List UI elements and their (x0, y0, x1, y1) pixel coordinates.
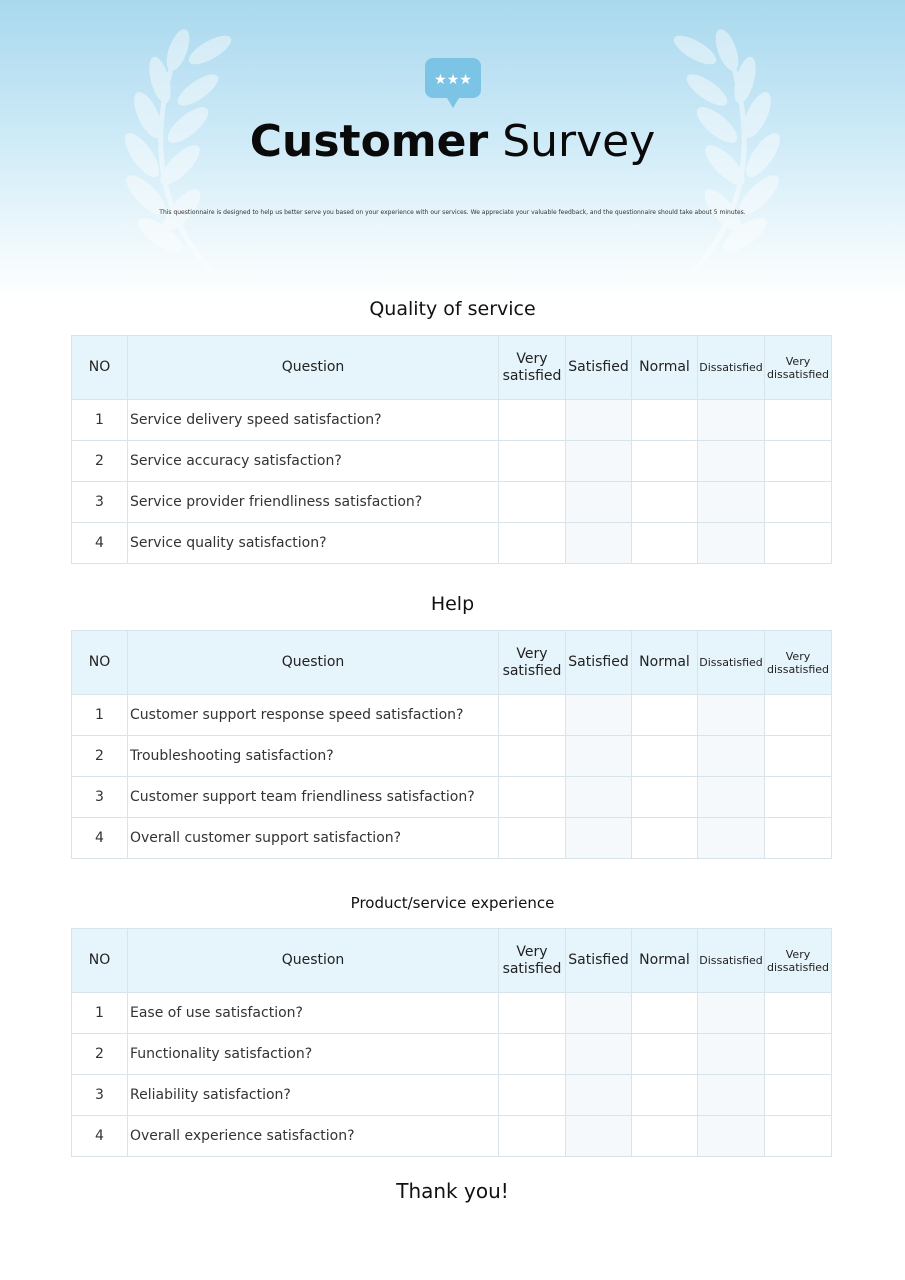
intro-text: This questionnaire is designed to help us better serve you based on your experience with our services. We appreciate your valuable feedback, and the questionnaire should take about 5 minutes. (159, 209, 746, 216)
answer-very-satisfied[interactable] (499, 1034, 566, 1075)
answer-very-dissatisfied[interactable] (765, 695, 832, 736)
rating-badge-icon (425, 58, 481, 110)
col-normal: Normal (632, 631, 698, 695)
row-question: Functionality satisfaction? (128, 1034, 499, 1075)
answer-very-dissatisfied[interactable] (765, 1034, 832, 1075)
answer-normal[interactable] (632, 736, 698, 777)
col-very-dissatisfied: Very dissatisfied (765, 631, 832, 695)
section-title-quality: Quality of service (369, 298, 536, 320)
col-normal: Normal (632, 336, 698, 400)
quality-table (71, 335, 832, 564)
answer-satisfied[interactable] (566, 993, 632, 1034)
answer-satisfied[interactable] (566, 736, 632, 777)
col-dissatisfied: Dissatisfied (698, 631, 765, 695)
answer-dissatisfied[interactable] (698, 400, 765, 441)
col-satisfied: Satisfied (566, 929, 632, 993)
badge-stars: ★★★ (434, 72, 472, 88)
answer-very-satisfied[interactable] (499, 777, 566, 818)
row-question: Overall experience satisfaction? (128, 1116, 499, 1157)
answer-dissatisfied[interactable] (698, 777, 765, 818)
answer-normal[interactable] (632, 993, 698, 1034)
answer-dissatisfied[interactable] (698, 482, 765, 523)
answer-very-dissatisfied[interactable] (765, 736, 832, 777)
col-very-satisfied: Very satisfied (499, 631, 566, 695)
section-title-experience: Product/service experience (350, 894, 555, 912)
row-question: Service accuracy satisfaction? (128, 441, 499, 482)
answer-normal[interactable] (632, 400, 698, 441)
answer-normal[interactable] (632, 777, 698, 818)
table-row (72, 441, 832, 482)
answer-very-satisfied[interactable] (499, 695, 566, 736)
answer-very-satisfied[interactable] (499, 400, 566, 441)
page-title (0, 112, 905, 172)
answer-dissatisfied[interactable] (698, 695, 765, 736)
row-question: Overall customer support satisfaction? (128, 818, 499, 859)
row-number: 1 (72, 400, 128, 441)
col-very-dissatisfied: Very dissatisfied (765, 336, 832, 400)
col-dissatisfied: Dissatisfied (698, 336, 765, 400)
answer-normal[interactable] (632, 1034, 698, 1075)
answer-very-dissatisfied[interactable] (765, 441, 832, 482)
row-question: Ease of use satisfaction? (128, 993, 499, 1034)
answer-satisfied[interactable] (566, 777, 632, 818)
answer-normal[interactable] (632, 818, 698, 859)
table-row (72, 993, 832, 1034)
table-row (72, 400, 832, 441)
row-question: Customer support team friendliness satisfaction? (128, 777, 499, 818)
answer-dissatisfied[interactable] (698, 523, 765, 564)
table-header-row (72, 929, 832, 993)
col-very-dissatisfied: Very dissatisfied (765, 929, 832, 993)
answer-satisfied[interactable] (566, 1116, 632, 1157)
col-satisfied: Satisfied (566, 336, 632, 400)
row-question: Customer support response speed satisfaction? (128, 695, 499, 736)
col-very-satisfied: Very satisfied (499, 336, 566, 400)
col-question: Question (128, 929, 499, 993)
answer-very-satisfied[interactable] (499, 993, 566, 1034)
answer-normal[interactable] (632, 482, 698, 523)
col-no: NO (72, 631, 128, 695)
answer-very-dissatisfied[interactable] (765, 400, 832, 441)
table-header-row (72, 631, 832, 695)
col-normal: Normal (632, 929, 698, 993)
answer-very-satisfied[interactable] (499, 523, 566, 564)
answer-normal[interactable] (632, 695, 698, 736)
row-number: 1 (72, 993, 128, 1034)
row-number: 3 (72, 1075, 128, 1116)
answer-normal[interactable] (632, 1075, 698, 1116)
answer-very-satisfied[interactable] (499, 441, 566, 482)
answer-dissatisfied[interactable] (698, 1116, 765, 1157)
table-row (72, 523, 832, 564)
answer-dissatisfied[interactable] (698, 993, 765, 1034)
col-very-satisfied: Very satisfied (499, 929, 566, 993)
table-row (72, 1116, 832, 1157)
answer-dissatisfied[interactable] (698, 736, 765, 777)
answer-normal[interactable] (632, 441, 698, 482)
row-number: 2 (72, 1034, 128, 1075)
answer-very-dissatisfied[interactable] (765, 818, 832, 859)
col-no: NO (72, 336, 128, 400)
answer-very-satisfied[interactable] (499, 736, 566, 777)
answer-satisfied[interactable] (566, 523, 632, 564)
col-question: Question (128, 336, 499, 400)
row-number: 4 (72, 523, 128, 564)
table-row (72, 818, 832, 859)
row-number: 1 (72, 695, 128, 736)
col-dissatisfied: Dissatisfied (698, 929, 765, 993)
row-number: 4 (72, 1116, 128, 1157)
section-title-help: Help (430, 593, 475, 615)
answer-very-dissatisfied[interactable] (765, 1116, 832, 1157)
table-row (72, 777, 832, 818)
page-title-bold: Customer (249, 116, 489, 167)
row-question: Reliability satisfaction? (128, 1075, 499, 1116)
answer-satisfied[interactable] (566, 400, 632, 441)
answer-very-satisfied[interactable] (499, 1075, 566, 1116)
row-number: 2 (72, 736, 128, 777)
answer-satisfied[interactable] (566, 818, 632, 859)
answer-very-dissatisfied[interactable] (765, 777, 832, 818)
answer-very-dissatisfied[interactable] (765, 482, 832, 523)
answer-dissatisfied[interactable] (698, 1075, 765, 1116)
answer-normal[interactable] (632, 1116, 698, 1157)
row-question: Service quality satisfaction? (128, 523, 499, 564)
answer-dissatisfied[interactable] (698, 1034, 765, 1075)
answer-satisfied[interactable] (566, 441, 632, 482)
row-question: Service provider friendliness satisfaction? (128, 482, 499, 523)
row-number: 3 (72, 777, 128, 818)
answer-very-satisfied[interactable] (499, 1116, 566, 1157)
table-row (72, 1034, 832, 1075)
answer-very-satisfied[interactable] (499, 818, 566, 859)
row-number: 3 (72, 482, 128, 523)
table-row (72, 482, 832, 523)
answer-satisfied[interactable] (566, 695, 632, 736)
experience-table (71, 928, 832, 1157)
answer-very-dissatisfied[interactable] (765, 1075, 832, 1116)
help-table (71, 630, 832, 859)
answer-normal[interactable] (632, 523, 698, 564)
table-header-row (72, 336, 832, 400)
col-question: Question (128, 631, 499, 695)
col-no: NO (72, 929, 128, 993)
answer-satisfied[interactable] (566, 482, 632, 523)
thank-you-text: Thank you! (396, 1179, 509, 1203)
answer-dissatisfied[interactable] (698, 441, 765, 482)
page-title-light: Survey (502, 116, 656, 167)
col-satisfied: Satisfied (566, 631, 632, 695)
table-row (72, 736, 832, 777)
answer-dissatisfied[interactable] (698, 818, 765, 859)
table-row (72, 695, 832, 736)
table-row (72, 1075, 832, 1116)
answer-very-dissatisfied[interactable] (765, 993, 832, 1034)
answer-very-satisfied[interactable] (499, 482, 566, 523)
row-question: Troubleshooting satisfaction? (128, 736, 499, 777)
answer-very-dissatisfied[interactable] (765, 523, 832, 564)
row-question: Service delivery speed satisfaction? (128, 400, 499, 441)
answer-satisfied[interactable] (566, 1034, 632, 1075)
row-number: 2 (72, 441, 128, 482)
answer-satisfied[interactable] (566, 1075, 632, 1116)
row-number: 4 (72, 818, 128, 859)
